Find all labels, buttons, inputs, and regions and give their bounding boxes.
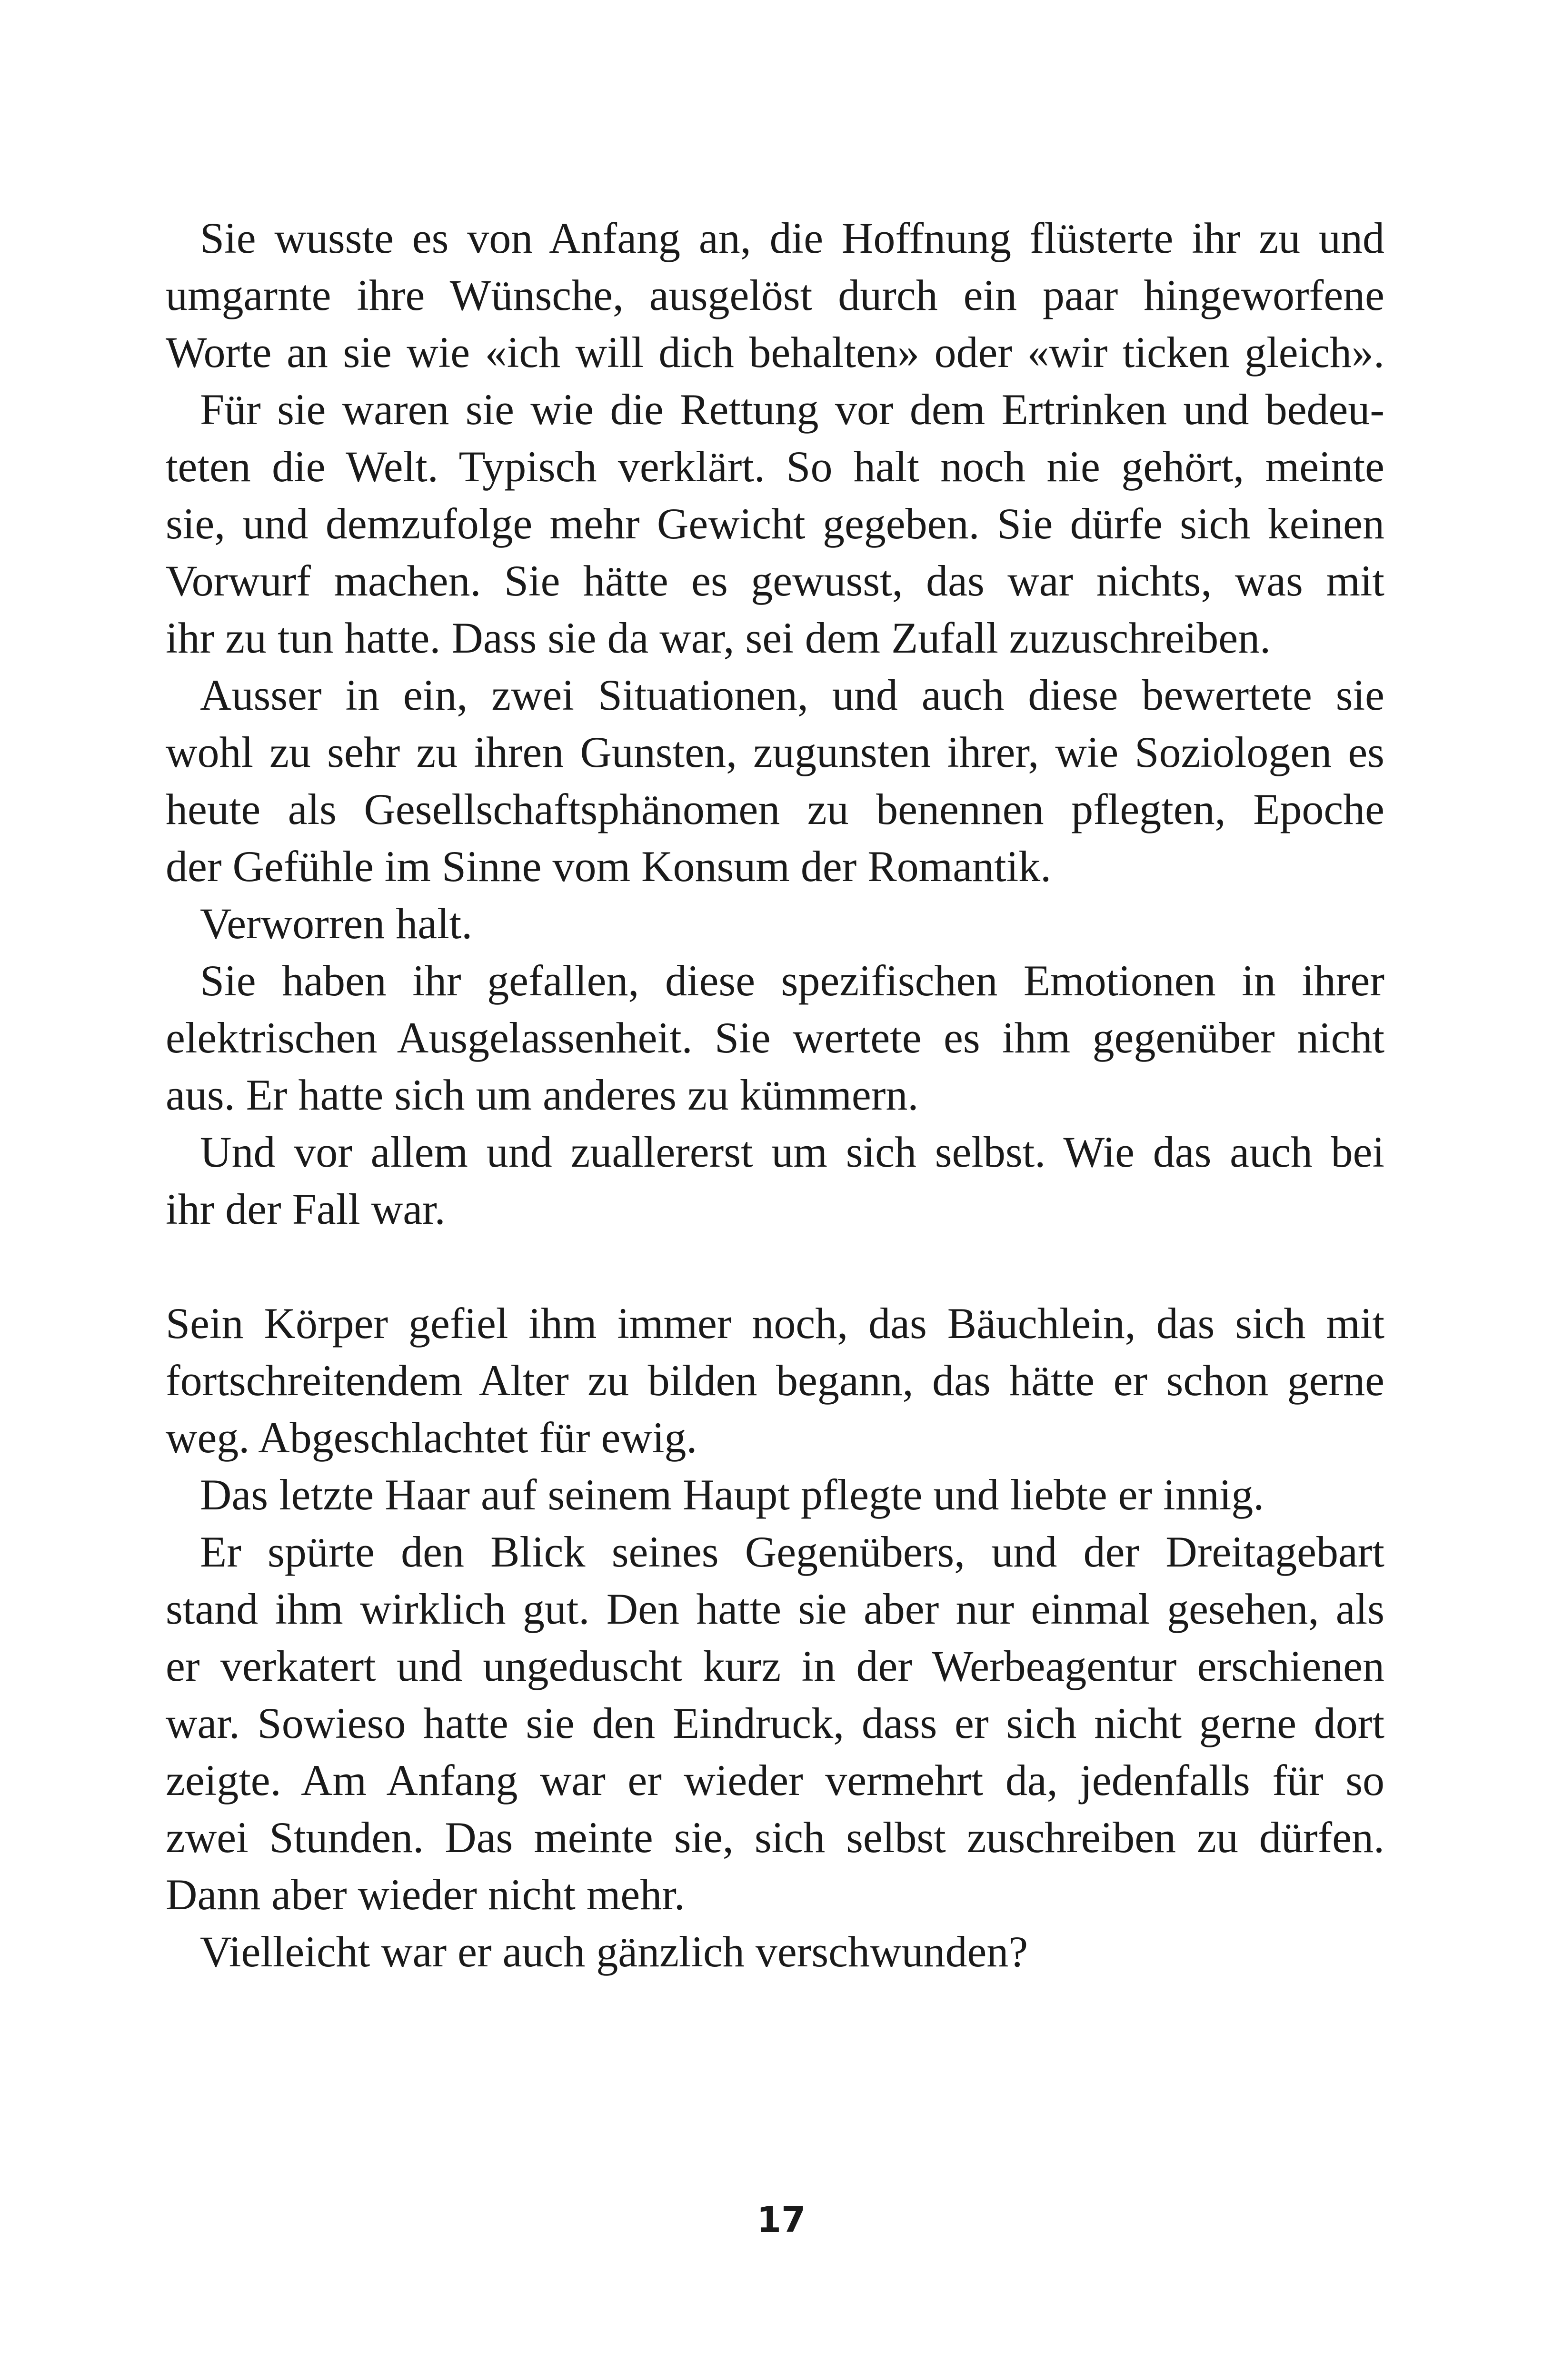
text-line: zeigte. Am Anfang war er wieder vermehrt da, jedenfalls für so bbox=[166, 1756, 1384, 1805]
text-line: Ausser in ein, zwei Situationen, und auch diese bewertete sie bbox=[200, 671, 1384, 719]
text-line: Für sie waren sie wie die Rettung vor dem Ertrinken und bedeu- bbox=[200, 385, 1384, 434]
text-line: der Gefühle im Sinne vom Konsum der Romantik. bbox=[166, 842, 1052, 891]
text-line: ihr der Fall war. bbox=[166, 1185, 446, 1233]
text-line: Er spürte den Blick seines Gegenübers, und der Dreitagebart bbox=[200, 1527, 1384, 1576]
text-line: heute als Gesellschaftsphänomen zu benennen pflegten, Epoche bbox=[166, 785, 1384, 833]
text-line: Und vor allem und zuallererst um sich selbst. Wie das auch bei bbox=[200, 1128, 1384, 1176]
text-line: teten die Welt. Typisch verklärt. So halt noch nie gehört, meinte bbox=[166, 442, 1384, 491]
text-line: war. Sowieso hatte sie den Eindruck, dass er sich nicht gerne dort bbox=[166, 1699, 1384, 1747]
text-line: ihr zu tun hatte. Dass sie da war, sei dem Zufall zuzuschreiben. bbox=[166, 614, 1271, 662]
text-line: Worte an sie wie «ich will dich behalten» oder «wir ticken gleich». bbox=[166, 328, 1384, 377]
text-line: fortschreitendem Alter zu bilden begann, das hätte er schon gerne bbox=[166, 1356, 1384, 1405]
text-line: Dann aber wieder nicht mehr. bbox=[166, 1870, 685, 1919]
text-line: Sein Körper gefiel ihm immer noch, das Bäuchlein, das sich mit bbox=[166, 1299, 1384, 1348]
text-line: weg. Abgeschlachtet für ewig. bbox=[166, 1413, 697, 1462]
text-line: Vorwurf machen. Sie hätte es gewusst, das war nichts, was mit bbox=[166, 556, 1384, 605]
text-line: sie, und demzufolge mehr Gewicht gegeben. Sie dürfe sich keinen bbox=[166, 499, 1384, 548]
text-line: Sie wusste es von Anfang an, die Hoffnung flüsterte ihr zu und bbox=[200, 214, 1384, 262]
text-line: Vielleicht war er auch gänzlich verschwunden? bbox=[200, 1927, 1028, 1976]
text-line: Verworren halt. bbox=[200, 899, 473, 948]
text-line: Das letzte Haar auf seinem Haupt pflegte und liebte er innig. bbox=[200, 1470, 1264, 1519]
text-line: aus. Er hatte sich um anderes zu kümmern. bbox=[166, 1071, 919, 1119]
page-number: 17 bbox=[757, 2200, 806, 2241]
text-line: er verkatert und ungeduscht kurz in der Werbeagentur erschienen bbox=[166, 1642, 1384, 1690]
text-line: stand ihm wirklich gut. Den hatte sie aber nur einmal gesehen, als bbox=[166, 1585, 1384, 1633]
text-line: zwei Stunden. Das meinte sie, sich selbst zuschreiben zu dürfen. bbox=[166, 1813, 1384, 1862]
text-line: elektrischen Ausgelassenheit. Sie wertete es ihm gegenüber nicht bbox=[166, 1013, 1384, 1062]
text-line: Sie haben ihr gefallen, diese spezifischen Emotionen in ihrer bbox=[200, 956, 1384, 1005]
text-line: wohl zu sehr zu ihren Gunsten, zugunsten ihrer, wie Soziologen es bbox=[166, 728, 1384, 776]
text-line: umgarnte ihre Wünsche, ausgelöst durch ein paar hingeworfene bbox=[166, 271, 1384, 319]
